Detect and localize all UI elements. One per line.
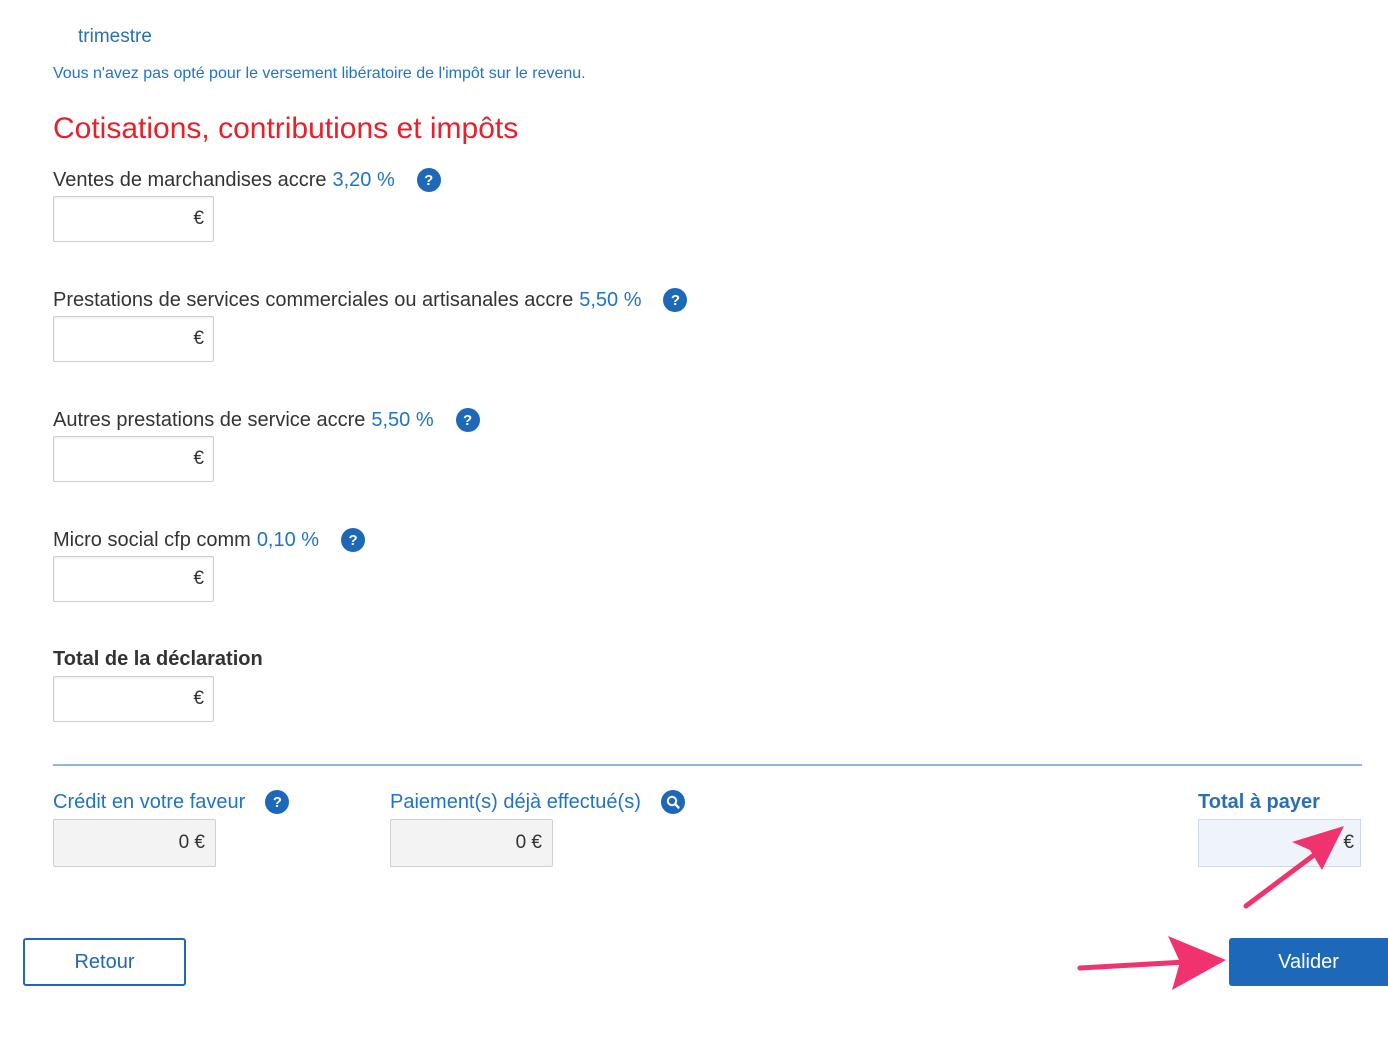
currency-symbol: € [1343,832,1354,853]
field-rate: 3,20 % [332,168,395,191]
currency-symbol: € [193,568,204,589]
field-rate: 5,50 % [579,288,642,311]
total-to-pay-label: Total à payer [1198,791,1320,813]
credit-value: 0 € [178,832,205,853]
help-icon[interactable]: ? [265,790,289,814]
field-label-text: Micro social cfp comm [53,528,251,551]
field-rate: 0,10 % [256,528,320,551]
credit-label: Crédit en votre faveur [53,790,246,813]
payments-value: 0 € [515,832,542,853]
help-icon[interactable]: ? [663,288,687,312]
period-heading-word: trimestre [78,26,152,47]
help-icon[interactable]: ? [417,168,441,192]
field-label-text: Prestations de services commerciales ou artisanales accre [53,288,574,311]
payments-label: Paiement(s) déjà effectué(s) [390,790,641,813]
field-label-text: Autres prestations de service accre [53,408,366,431]
total-declaration-label: Total de la déclaration [53,648,263,670]
arrow-to-submit-icon [1080,936,1226,990]
field-label-text: Ventes de marchandises accre [53,168,327,191]
currency-symbol: € [193,448,204,469]
currency-symbol: € [193,208,204,229]
field-rate: 5,50 % [371,408,434,431]
submit-button[interactable]: Valider [1229,938,1388,986]
back-button[interactable]: Retour [23,938,186,986]
section-title: Cotisations, contributions et impôts [53,112,519,145]
help-icon[interactable]: ? [456,408,480,432]
currency-symbol: € [193,328,204,349]
help-icon[interactable]: ? [341,528,365,552]
tax-option-notice: Vous n'avez pas opté pour le versement libératoire de l'impôt sur le revenu. [53,65,586,82]
currency-symbol: € [193,688,204,709]
arrow-to-total-icon [1246,826,1344,906]
